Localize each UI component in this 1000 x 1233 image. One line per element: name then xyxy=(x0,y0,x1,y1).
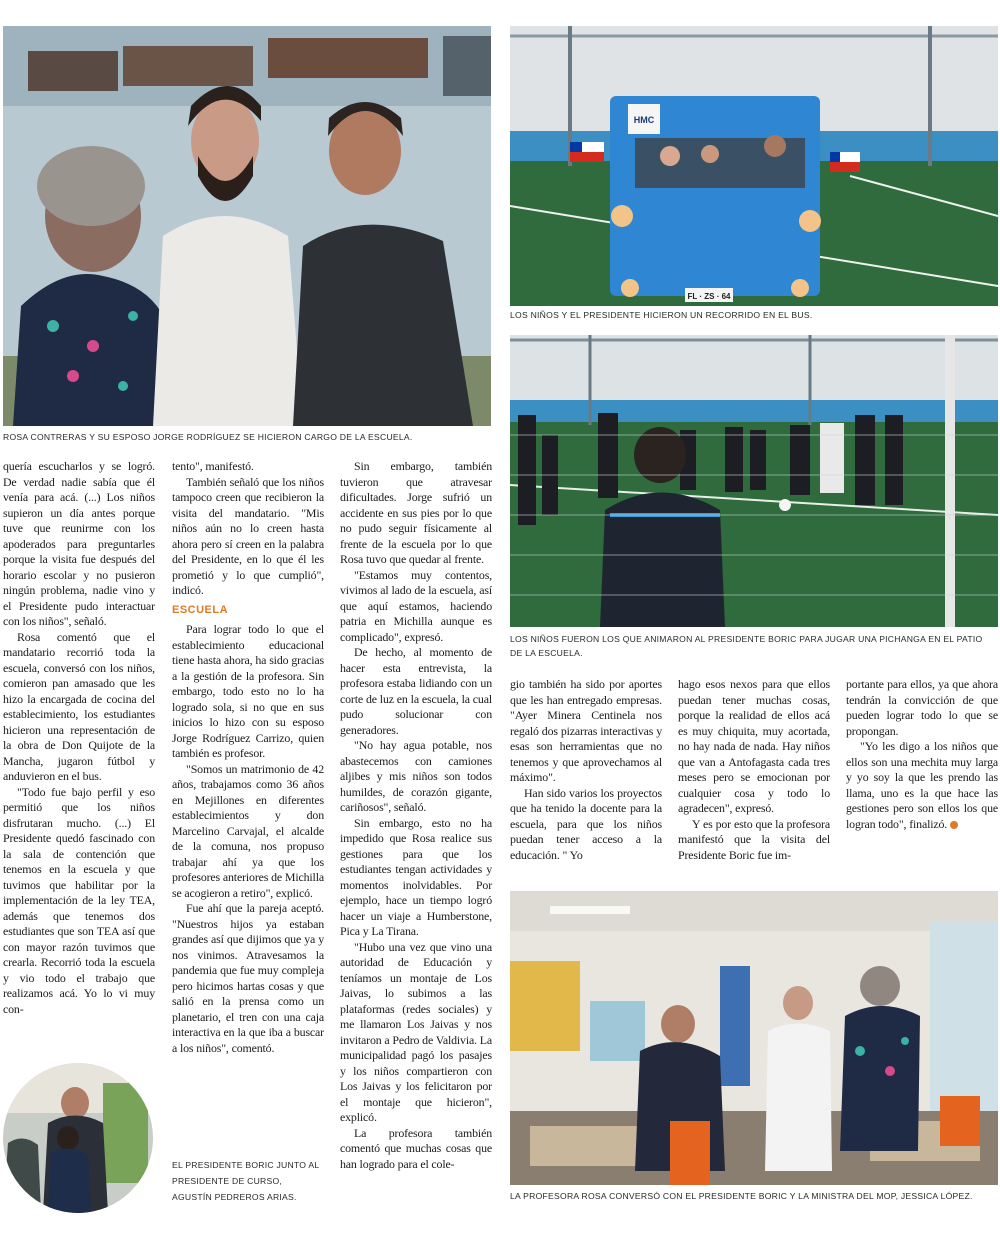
bus-sign: HMC xyxy=(633,115,655,125)
paragraph: "Todo fue bajo perfil y eso permitió que los niños disfrutaran mucho. (...) El Presidente quedó fascinado con la sala de contención que tenemos en la escuela y que tuvimos que habilitar por la implementación de la ley TEA, además que tenemos dos estudiantes que son TEA así que con mayor razón tuvimos que crearla. Recorrió toda la escuela y vio todo el trabajo que realizamos acá. Yo lo vi muy con- xyxy=(3,784,155,1016)
paragraph: También señaló que los niños tampoco creen que recibieron la visita del mandatario. "Mis niños aún no lo creen hasta ahora pero sí creen en la palabra del Presidente, en lo que él les prometió y lo que cumplió", indicó. xyxy=(172,474,324,597)
caption-line: AGUSTÍN PEDREROS ARIAS. xyxy=(172,1192,297,1202)
closing-quote: "Yo les digo a los niños que ellos son una mechita muy larga y yo soy la que les prendo las llama, uno es la que hace las gestiones pero son ellos los que logran todo", finalizó. xyxy=(846,739,998,831)
paragraph: quería escucharlos y se logró. De verdad nadie sabía que él venía para acá. (...) Los niños supieron un día antes porque tuve que reunirme con los apoderados para preguntarles porque la visita fue después del horario escolar y no pusieron ningún problema, nadie vino y el Presidente pudo interactuar con los niños", señaló. xyxy=(3,459,155,628)
caption xyxy=(172,1157,332,1205)
football-photo xyxy=(510,335,998,627)
paragraph: tento", manifestó. xyxy=(172,459,254,473)
paragraph: Fue ahí que la pareja aceptó. "Nuestros hijos ya estaban grandes así que dijimos que ya y nos vinimos. Atravesamos la pandemia que fue muy compleja pero hicimos hartas cosas y que salió en la prensa como un planetario, el tren con una caja interactiva en la que iba a buscar a los niños", comentó. xyxy=(172,901,324,1055)
article-column-3 xyxy=(340,459,492,1172)
paragraph: "Hubo una vez que vino una autoridad de Educación y teníamos un montaje de Los Jaivas, lo subimos a las plataformas (redes sociales) y me llamaron Los Jaivas y nos invitaron a Pedro de Valdivia. La municipalidad pagó los pasajes y los niños compartieron con Los Jaivas y los felicitaron por el montaje que hicieron", explicó. xyxy=(340,939,493,1124)
classroom-photo xyxy=(510,891,998,1185)
article-column-6 xyxy=(846,677,998,832)
paragraph: Han sido varios los proyectos que ha tenido la docente para la escuela, para que los niños puedan tener acceso a la educación. " Yo xyxy=(510,785,662,862)
paragraph: Sin embargo, también tuvieron que atravesar dificultades. Jorge sufrió un accidente en sus pies por lo que no pudo seguir físicamente al frente de la escuela por lo que Rosa tuvo que quedar al frente. xyxy=(340,459,492,566)
caption: ROSA CONTRERAS Y SU ESPOSO JORGE RODRÍGUEZ SE HICIERON CARGO DE LA ESCUELA. xyxy=(3,432,413,442)
paragraph: "No hay agua potable, nos abastecemos con camiones aljibes y mis niños son todos humildes, de corazón gigante, cariñosos", señaló. xyxy=(340,738,492,814)
caption: LOS NIÑOS Y EL PRESIDENTE HICIERON UN RECORRIDO EN EL BUS. xyxy=(510,310,813,320)
paragraph: hago esos nexos para que ellos puedan tener muchas cosas, porque la realidad de ellos acá es muy chiquita, muy acortada, no hay nada de nada. Hay niños que van a Antofagasta cada tres meses pero se emocionan por cualquier cosa y todo lo agradecen", expresó. xyxy=(678,677,830,815)
paragraph: Para lograr todo lo que el establecimiento educacional tiene hasta ahora, ha sido gracias a la gestión de la profesora. Sin embargo, todo esto no lo ha logrado sola, si no que en sus inicios lo hizo con su esposo Jorge Rodríguez Carrizo, quien también es profesor. xyxy=(172,622,324,760)
paragraph: "Estamos muy contentos, vivimos al lado de la escuela, así que aquí estamos, haciendo patria en Michilla aunque es complicado", expresó. xyxy=(340,567,492,644)
paragraph: Sin embargo, esto no ha impedido que Rosa realice sus gestiones para que los estudiantes tengan actividades y momentos inolvidables. Por ejemplo, hace un tiempo logró hacer un viaje a Humberstone, Pica y La Tirana. xyxy=(340,815,492,938)
paragraph: Y es por esto que la profesora manifestó que la visita del Presidente Boric fue im- xyxy=(678,816,830,862)
bus-photo xyxy=(510,26,998,306)
hug-photo xyxy=(3,1063,153,1213)
portrait-photo xyxy=(3,26,491,426)
section-heading: ESCUELA xyxy=(172,603,229,616)
caption: LOS NIÑOS FUERON LOS QUE ANIMARON AL PRESIDENTE BORIC PARA JUGAR UNA PICHANGA EN EL PATIO DE LA ESCUELA. xyxy=(510,634,983,658)
paragraph: "Somos un matrimonio de 42 años, trabajamos como 36 años en Mejillones en diferentes establecimientos y don Marcelino Carvajal, el alcalde de la comuna, nos propuso trabajar ahí ya que los profesores anteriores de Michilla se acogieron a retiro", explicó. xyxy=(172,761,324,900)
paragraph xyxy=(846,739,998,832)
paragraph: portante para ellos, ya que ahora tendrán la convicción de que pueden lograr todo lo que se propongan. xyxy=(846,677,998,738)
paragraph: De hecho, al momento de hacer esta entrevista, la profesora estaba lidiando con un corte de luz en la escuela, la cual pudo solucionar con generadores. xyxy=(340,645,492,737)
article-column-4 xyxy=(510,677,662,863)
bus-plate: FL · ZS · 64 xyxy=(687,292,731,301)
caption: LA PROFESORA ROSA CONVERSÓ CON EL PRESIDENTE BORIC Y LA MINISTRA DEL MOP, JESSICA LÓPEZ. xyxy=(510,1191,973,1201)
article-column-2 xyxy=(172,459,324,1056)
caption-line: PRESIDENTE DE CURSO, xyxy=(172,1176,283,1186)
caption-line: EL PRESIDENTE BORIC JUNTO AL xyxy=(172,1160,320,1170)
end-mark-icon xyxy=(950,821,958,829)
article-column-1 xyxy=(3,459,155,1017)
paragraph: gio también ha sido por aportes que les han entregado empresas. "Ayer Minera Centinela nos regaló dos pizarras interactivas y esas son herramientas que no tenemos y que aprovechamos al máximo". xyxy=(510,677,662,784)
paragraph: Rosa comentó que el mandatario recorrió toda la escuela, conversó con los niños, comieron pan amasado que les hizo la encargada de cocina del establecimiento, los estudiantes hicieron una representación de la obra de Don Quijote de la Mancha, jugaron fútbol y anduvieron en el bus. xyxy=(3,629,155,783)
paragraph: La profesora también comentó que muchas cosas que han logrado para el cole- xyxy=(340,1125,492,1171)
article-column-5 xyxy=(678,677,830,863)
